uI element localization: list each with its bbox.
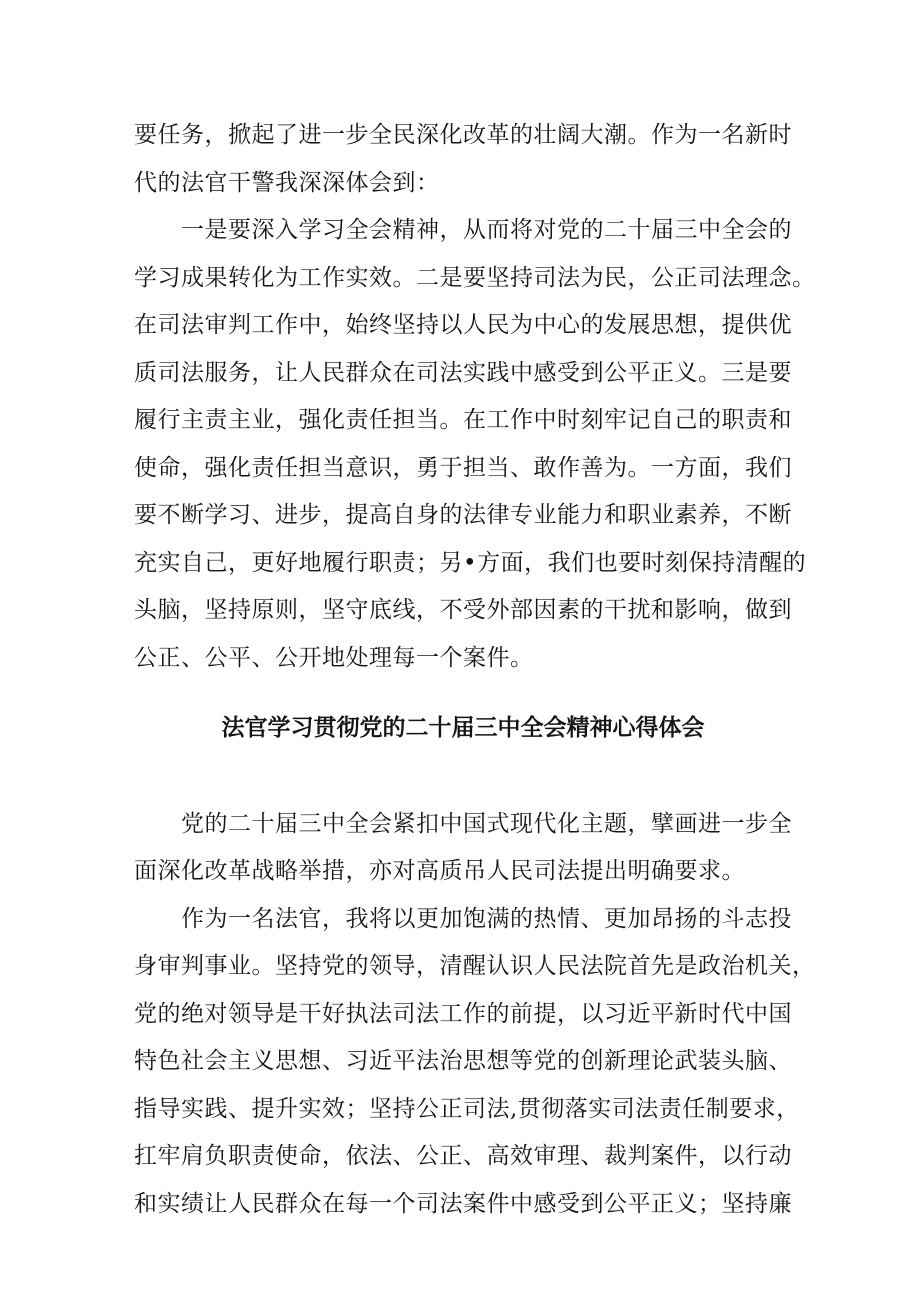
text-line: 党的绝对领导是干好执法司法工作的前提，以习近平新时代中国 [134,1000,792,1027]
text-line: 在司法审判工作中，始终坚持以人民为中心的发展思想，提供优 [134,312,792,338]
text-line: 党的二十届三中全会紧扣中国式现代化主题，擘画进一步全 [134,810,792,837]
text-line: 和实绩让人民群众在每一个司法案件中感受到公平正义；坚持廉 [134,1190,792,1217]
text-line: 作为一名法官，我将以更加饱满的热情、更加昂扬的斗志投 [134,905,792,932]
paragraph-block-1 [134,112,816,682]
document-body [134,112,816,1228]
text-line: 要不断学习、进步，提高自身的法律专业能力和职业素养，不断 [134,502,792,528]
text-line: 质司法服务，让人民群众在司法实践中感受到公平正义。三是要 [134,359,792,386]
text-line: 头脑，坚持原则，坚守底线，不受外部因素的干扰和影响，做到 [134,597,792,623]
text-line: 特色社会主义思想、习近平法治思想等党的创新理论武装头脑、 [134,1048,792,1074]
text-line: 一是要深入学习全会精神，从而将对党的二十届三中全会的 [134,217,792,243]
spacer [134,682,792,705]
text-line: 要任务，掀起了进一步全民深化改革的壮阔大潮。作为一名新时 [134,122,792,148]
text-line: 面深化改革战略举措，亦对高质吊人民司法提出明确要求。 [134,858,745,884]
text-line: 充实自己，更好地履行职责；另•方面，我们也要时刻保持清醒的 [134,549,807,576]
text-line: 使命，强化责任担当意识，勇于担当、敢作善为。一方面，我们 [134,454,792,481]
paragraph-block-2 [134,801,816,1229]
section-heading: 法官学习贯彻党的二十届三中全会精神心得体会 [221,715,705,741]
spacer [134,753,792,801]
text-line: 扛牢肩负职责使命，依法、公正、高效审理、裁判案件，以行动 [134,1143,792,1169]
text-line: 代的法官干警我深深体会到： [134,169,440,196]
text-line: 履行主责主业，强化责任担当。在工作中时刻牢记自己的职责和 [134,407,792,433]
text-line: 身审判事业。坚持党的领导，清醒认识人民法院首先是政治机关， [134,953,816,979]
text-line: 学习成果转化为工作实效。二是要坚持司法为民，公正司法理念。 [134,264,816,291]
text-line: 公正、公平、公开地处理每一个案件。 [134,644,534,671]
text-line: 指导实践、提升实效；坚持公正司法,贯彻落实司法责任制要求， [134,1095,800,1122]
